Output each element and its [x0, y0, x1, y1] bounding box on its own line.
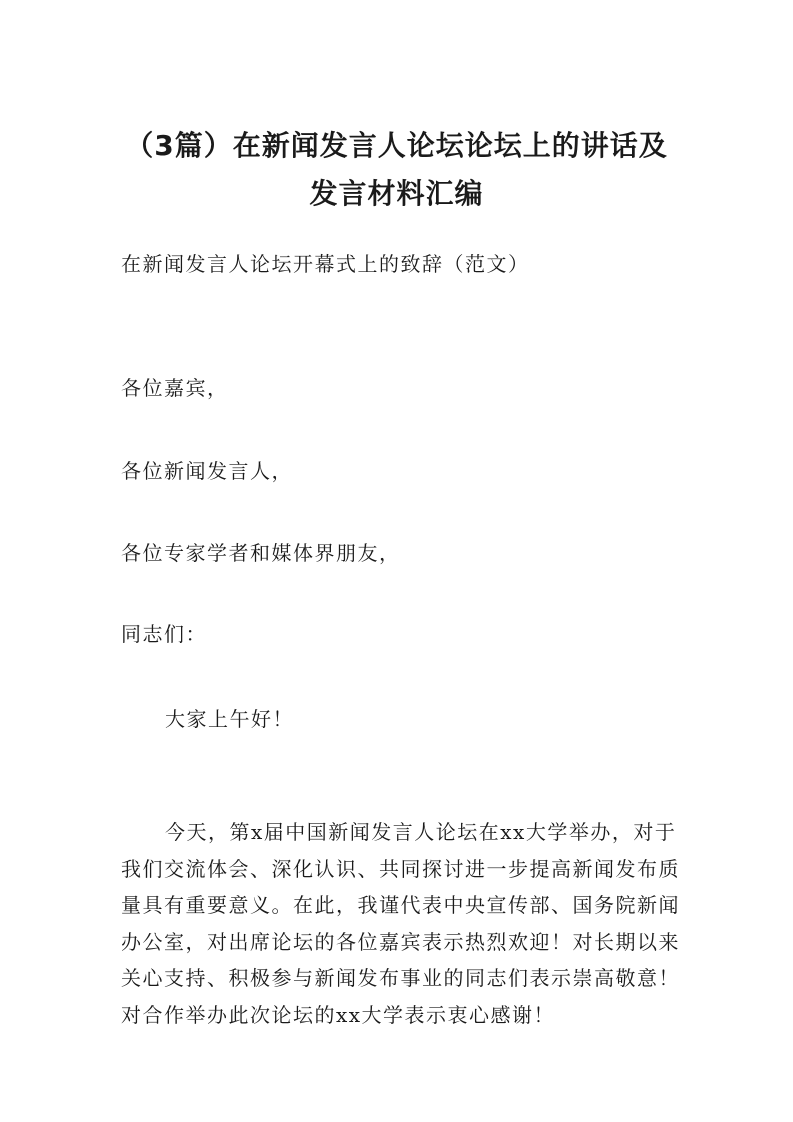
salutation-comrades: 同志们： — [121, 622, 207, 646]
salutation-experts-media: 各位专家学者和媒体界朋友， — [121, 541, 401, 565]
paragraph-line: 我们交流体会、深化认识、共同探讨进一步提高新闻发布质 — [121, 856, 680, 881]
salutation-guests: 各位嘉宾， — [121, 376, 229, 400]
paragraph-line: 关心支持、积极参与新闻发布事业的同志们表示崇高敬意！ — [121, 966, 680, 990]
subtitle: 在新闻发言人论坛开幕式上的致辞（范文） — [121, 252, 530, 276]
document-title-line-2: 发言材料汇编 — [309, 177, 484, 210]
paragraph-line: 对合作举办此次论坛的xx大学表示衷心感谢！ — [121, 1002, 556, 1027]
paragraph-line: 量具有重要意义。在此，我谨代表中央宣传部、国务院新闻 — [121, 893, 680, 917]
paragraph-line: 今天，第x届中国新闻发言人论坛在xx大学举办，对于 — [165, 820, 677, 844]
paragraph-line: 办公室，对出席论坛的各位嘉宾表示热烈欢迎！对长期以来 — [121, 929, 680, 954]
salutation-spokespersons: 各位新闻发言人， — [121, 459, 293, 483]
document-title-line-1: （3篇）在新闻发言人论坛论坛上的讲话及 — [125, 129, 668, 162]
body-paragraph — [121, 814, 681, 1033]
greeting: 大家上午好！ — [165, 707, 294, 731]
